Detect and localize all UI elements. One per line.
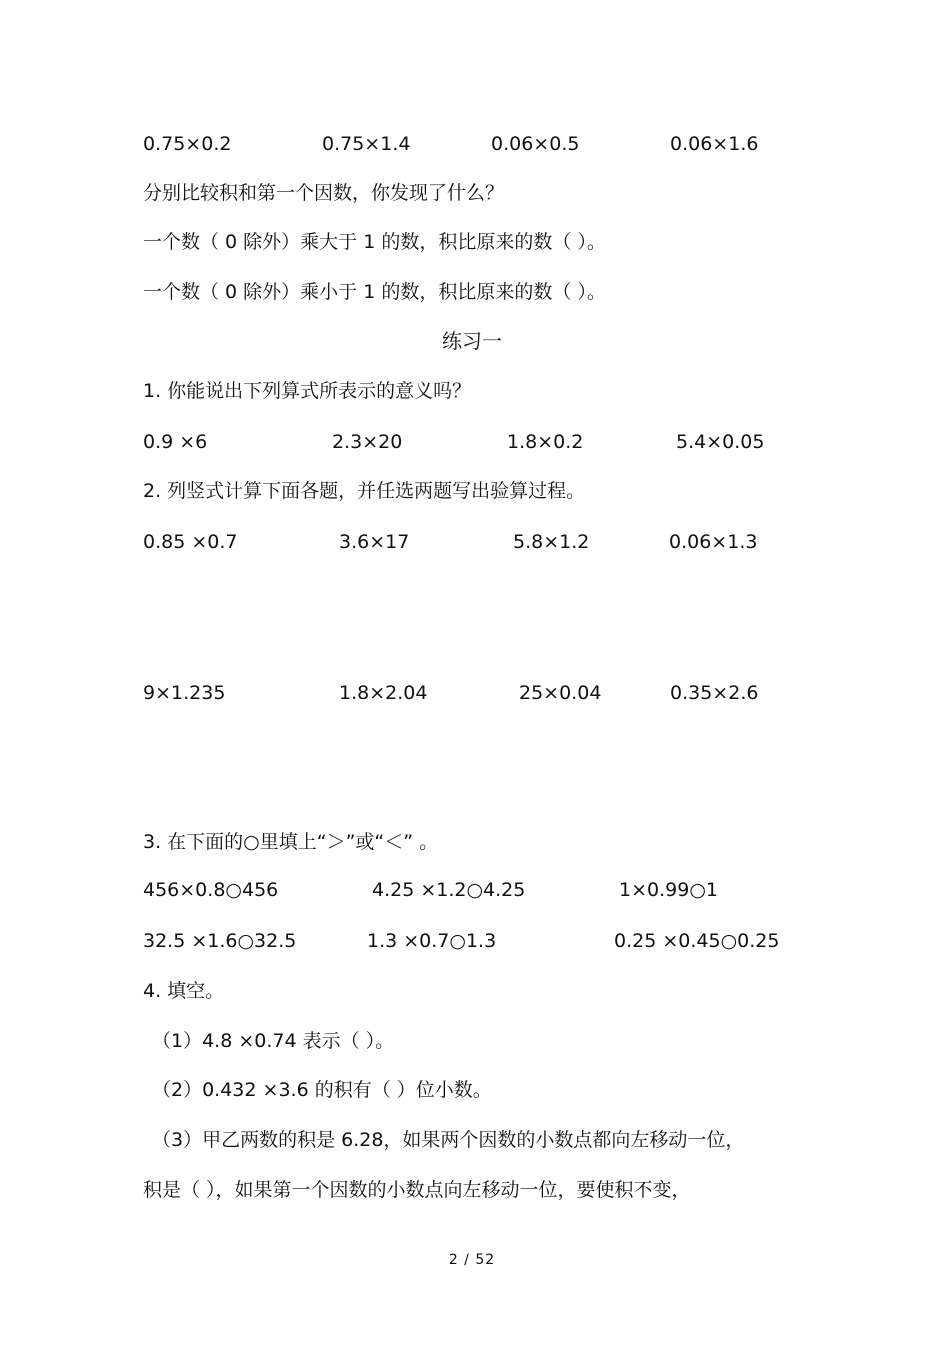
q2-expression: 0.06×1.3 bbox=[669, 531, 758, 553]
q2-expression: 1.8×2.04 bbox=[339, 682, 428, 704]
intro-expressions-row bbox=[0, 131, 950, 157]
intro-expression: 0.06×0.5 bbox=[491, 133, 580, 155]
q3-comparison: 1.3 ×0.7○1.3 bbox=[367, 930, 497, 952]
q3-comparisons-row bbox=[0, 928, 950, 954]
q2-expression: 9×1.235 bbox=[143, 682, 226, 704]
rule-multiply-greater-than-one: 一个数（ 0 除外）乘大于 1 的数，积比原来的数（ ）。 bbox=[143, 231, 606, 253]
q2-expression: 0.85 ×0.7 bbox=[143, 531, 238, 553]
q3-prompt: 3. 在下面的○里填上“＞”或“＜” 。 bbox=[143, 831, 439, 853]
q3-comparisons-row bbox=[0, 877, 950, 903]
q1-expression: 0.9 ×6 bbox=[143, 431, 208, 453]
intro-question: 分别比较积和第一个因数，你发现了什么？ bbox=[143, 182, 505, 204]
q4-prompt: 4. 填空。 bbox=[143, 980, 225, 1002]
q3-comparison: 456×0.8○456 bbox=[143, 879, 279, 901]
intro-expression: 0.75×0.2 bbox=[143, 133, 232, 155]
q3-comparison: 4.25 ×1.2○4.25 bbox=[372, 879, 526, 901]
section-title: 练习一 bbox=[442, 329, 502, 353]
q2-expression: 0.35×2.6 bbox=[670, 682, 759, 704]
q2-expressions-row bbox=[0, 529, 950, 555]
q1-expressions-row bbox=[0, 429, 950, 455]
q4-item-continuation: 积是（ ），如果第一个因数的小数点向左移动一位，要使积不变， bbox=[143, 1179, 691, 1201]
intro-expression: 0.06×1.6 bbox=[670, 133, 759, 155]
q1-expression: 2.3×20 bbox=[332, 431, 403, 453]
q1-prompt: 1. 你能说出下列算式所表示的意义吗？ bbox=[143, 380, 472, 402]
q2-expressions-row bbox=[0, 680, 950, 706]
page-indicator: 2 / 52 bbox=[448, 1252, 496, 1268]
q3-comparison: 32.5 ×1.6○32.5 bbox=[143, 930, 297, 952]
q4-item: （1）4.8 ×0.74 表示（ ）。 bbox=[152, 1030, 395, 1052]
q4-item: （2）0.432 ×3.6 的积有（ ）位小数。 bbox=[152, 1079, 492, 1101]
q2-expression: 25×0.04 bbox=[519, 682, 602, 704]
q3-comparison: 1×0.99○1 bbox=[619, 879, 718, 901]
rule-multiply-less-than-one: 一个数（ 0 除外）乘小于 1 的数，积比原来的数（ ）。 bbox=[143, 281, 606, 303]
q4-item: （3）甲乙两数的积是 6.28，如果两个因数的小数点都向左移动一位， bbox=[152, 1129, 745, 1151]
q2-prompt: 2. 列竖式计算下面各题，并任选两题写出验算过程。 bbox=[143, 480, 586, 502]
q1-expression: 5.4×0.05 bbox=[676, 431, 765, 453]
q1-expression: 1.8×0.2 bbox=[507, 431, 584, 453]
q3-comparison: 0.25 ×0.45○0.25 bbox=[614, 930, 780, 952]
q2-expression: 5.8×1.2 bbox=[513, 531, 590, 553]
intro-expression: 0.75×1.4 bbox=[322, 133, 411, 155]
q2-expression: 3.6×17 bbox=[339, 531, 410, 553]
